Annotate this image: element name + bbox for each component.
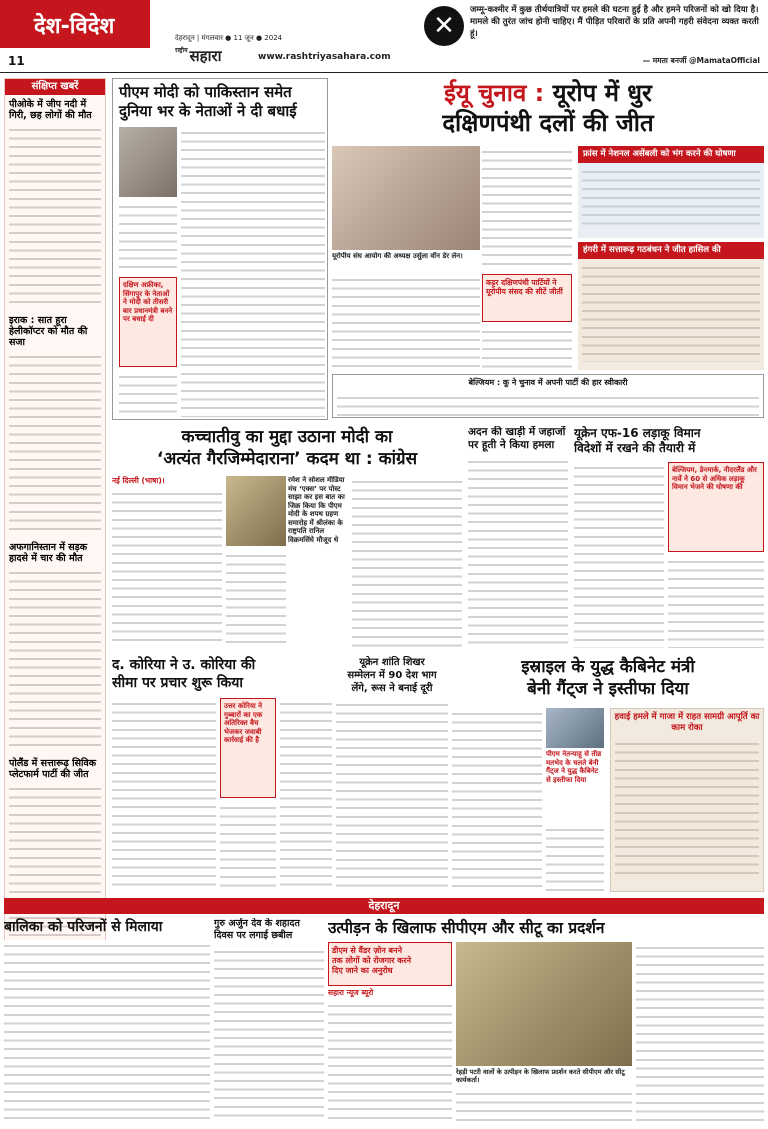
korea-callout: उत्तर कोरिया ने गुब्बारों का एक अतिरिक्त बैच भेजकर जवाबी कार्रवाई की है bbox=[220, 698, 276, 798]
katchatheevu-headline-2: ‘अत्यंत गैरजिम्मेदाराना’ कदम था : कांग्रेस bbox=[156, 449, 418, 469]
eu-headline-prefix: ईयू चुनाव : bbox=[444, 79, 545, 107]
korea-headline-1: द. कोरिया ने उ. कोरिया की bbox=[112, 657, 256, 673]
israel-callout: पीएम नेतन्याहू से तीव्र मतभेद के चलते बेनी गैंट्ज ने युद्ध कैबिनेट से इस्तीफा दिया bbox=[546, 750, 602, 784]
summit-headline-3: लेंगे, रूस ने बनाई दूरी bbox=[351, 683, 433, 694]
jairam-photo bbox=[226, 476, 286, 546]
brief-body-2 bbox=[9, 351, 101, 536]
aden-headline-2: पर हूती ने किया हमला bbox=[468, 439, 555, 451]
modi-headline-1: पीएम मोदी को पाकिस्तान समेत bbox=[119, 83, 292, 101]
ukraine-body bbox=[574, 462, 664, 648]
story-girl bbox=[4, 918, 210, 1126]
girl-headline: बालिका को परिजनों से मिलाया bbox=[4, 919, 163, 935]
cpm-photo-caption: रेहड़ी पटरी वालों के उत्पीड़न के खिलाफ प्रदर्शन करते सीपीएम और सीटू कार्यकर्ता। bbox=[456, 1068, 625, 1084]
story-korea bbox=[112, 656, 332, 894]
page-number: 11 bbox=[8, 54, 25, 68]
aden-headline-1: अदन की खाड़ी में जहाजों bbox=[468, 426, 566, 438]
ukraine-body-2 bbox=[668, 556, 764, 648]
section-title: देश-विदेश bbox=[0, 0, 150, 48]
eu-body-2 bbox=[482, 146, 572, 270]
story-summit bbox=[336, 656, 448, 894]
belgium-body bbox=[337, 392, 759, 416]
cpm-subhead-3: दिए जाने का अनुरोध bbox=[332, 966, 393, 975]
katchatheevu-headline-1: कच्चातीवु का मुद्दा उठाना मोदी का bbox=[181, 427, 393, 447]
eu-body-3 bbox=[482, 326, 572, 370]
hungary-story bbox=[578, 242, 764, 370]
korea-body-3 bbox=[280, 698, 332, 892]
modi-body bbox=[181, 127, 325, 417]
modi-headline-2: दुनिया भर के नेताओं ने दी बधाई bbox=[119, 102, 297, 120]
ukraine-headline-1: यूक्रेन एफ-16 लड़ाकू विमान bbox=[574, 426, 701, 440]
website-link[interactable]: www.rashtriyasahara.com bbox=[258, 52, 391, 62]
cpm-photo bbox=[456, 942, 632, 1066]
brief-title-1: पीओके में जीप नदी में गिरी, छह लोगों की मौत bbox=[9, 99, 92, 121]
brief-title-4: पोलैंड में सत्तारूढ़ सिविक प्लेटफार्म पार्टी की जीत bbox=[9, 758, 97, 780]
france-title: फ्रांस में नेशनल असेंबली को भंग करने की घोषणा bbox=[578, 146, 764, 163]
story-aden bbox=[468, 426, 568, 650]
cpm-body bbox=[328, 1000, 452, 1124]
eu-body bbox=[332, 274, 480, 370]
eu-headline-1 bbox=[332, 78, 764, 108]
brand-prefix: राष्ट्रीय bbox=[175, 47, 188, 54]
katchatheevu-byline: नई दिल्ली (भाषा)। bbox=[112, 476, 165, 485]
aden-body bbox=[468, 456, 568, 646]
summit-headline-1: यूक्रेन शांति शिखर bbox=[359, 657, 425, 668]
eu-headline-line1: यूरोप में धुर bbox=[552, 79, 652, 107]
brief-title-2: इराक : सात हूरा हेलीकॉप्टर को मौत की सजा bbox=[9, 315, 88, 348]
girl-body bbox=[4, 940, 210, 1122]
tweet-quote: जम्मू-कश्मीर में कुछ तीर्थयात्रियों पर हमले की घटना हुई है और हमने परिजनों को खो दिया है। मामले की तुरंत जांच होनी चाहिए। मैं पीड़ित परिवारों के प्रति अपनी गहरी संवेदना व्यक्त करती हूं। bbox=[470, 5, 759, 39]
gaza-body bbox=[615, 738, 759, 878]
cpm-headline: उत्पीड़न के खिलाफ सीपीएम और सीटू का प्रदर्शन bbox=[328, 919, 605, 937]
france-story bbox=[578, 146, 764, 238]
korea-headline-2: सीमा पर प्रचार शुरू किया bbox=[112, 675, 243, 691]
story-guru bbox=[214, 918, 324, 1126]
cpm-body-3 bbox=[636, 942, 764, 1124]
story-katchatheevu bbox=[112, 426, 462, 650]
eu-photo bbox=[332, 146, 480, 250]
katchatheevu-body bbox=[112, 488, 222, 648]
katchatheevu-body-2 bbox=[226, 550, 286, 648]
guru-headline-2: दिवस पर लगाई छबील bbox=[214, 930, 293, 941]
belgium-title: बेल्जियम : कू ने चुनाव में अपनी पार्टी की हार स्वीकारी bbox=[333, 375, 763, 390]
modi-body-left bbox=[119, 201, 177, 271]
gaza-box bbox=[610, 708, 764, 892]
cpm-subhead bbox=[328, 942, 452, 986]
dateline: देहरादून | मंगलवार ● 11 जून ● 2024 bbox=[175, 34, 283, 42]
modi-body-left-2 bbox=[119, 371, 177, 417]
belgium-story bbox=[332, 374, 764, 418]
eu-headline-2: दक्षिणपंथी दलों की जीत bbox=[442, 109, 654, 137]
france-body bbox=[582, 166, 760, 230]
modi-callout: दक्षिण अफ्रीका, सिंगापुर के नेताओं ने मोदी को तीसरी बार प्रधानमंत्री बनने पर बधाई दी bbox=[119, 277, 177, 367]
story-israel bbox=[452, 656, 764, 894]
katchatheevu-callout: रमेश ने सोशल मीडिया मंच ‘एक्स’ पर पोस्ट साझा कर इस बात का जिक्र किया कि पीएम मोदी के शपथ ग्रहण समारोह में श्रीलंका के राष्ट्रपति रानिल विक्रमसिंघे मौजूद थे bbox=[288, 476, 345, 544]
eu-callout: कट्टर दक्षिणपंथी पार्टियों ने यूरोपीय संसद की सीटें जीतीं bbox=[482, 274, 572, 322]
summit-body bbox=[336, 699, 448, 889]
cpm-body-2 bbox=[456, 1088, 632, 1124]
gantz-photo bbox=[546, 708, 604, 748]
cpm-subhead-2: तक लोगों को रोजगार करने bbox=[332, 956, 412, 965]
katchatheevu-body-3 bbox=[352, 476, 462, 648]
story-ukraine bbox=[574, 426, 764, 650]
hungary-title: हंगरी में सत्तारूढ़ गठबंधन ने जीत हासिल की bbox=[578, 242, 764, 259]
korea-body-2 bbox=[220, 802, 276, 892]
hungary-body bbox=[582, 262, 760, 362]
x-logo-icon: ✕ bbox=[424, 6, 464, 46]
gaza-title: हवाई हमले में गाजा में राहत सामग्री आपूर्ति का काम रोका bbox=[614, 712, 760, 733]
summit-headline-2: सम्मेलन में 90 देश भाग bbox=[347, 670, 437, 681]
story-cpm bbox=[328, 918, 764, 1126]
modi-photo bbox=[119, 127, 177, 197]
tweet-author: — ममता बनर्जी @MamataOfficial bbox=[642, 56, 760, 65]
guru-headline-1: गुरु अर्जुन देव के शहादत bbox=[214, 918, 300, 929]
guru-body bbox=[214, 946, 324, 1122]
dehradun-banner: देहरादून bbox=[4, 898, 764, 914]
cpm-byline: सहारा न्यूज ब्यूरो bbox=[328, 988, 374, 997]
brand-logo bbox=[175, 46, 255, 68]
briefs-header: संक्षिप्त खबरें bbox=[5, 79, 105, 95]
cpm-subhead-1: डीएम से वैंडर ज़ोन बनने bbox=[332, 946, 403, 955]
brief-body-3 bbox=[9, 567, 101, 752]
korea-body bbox=[112, 698, 216, 892]
israel-headline-1: इस्राइल के युद्ध कैबिनेट मंत्री bbox=[521, 657, 695, 677]
brand-name: सहारा bbox=[189, 47, 222, 65]
ukraine-callout: बेल्जियम, डेनमार्क, नीदरलैंड और नार्वे ने 60 से अधिक लड़ाकू विमान भेजने की घोषणा की bbox=[668, 462, 764, 552]
eu-photo-caption: यूरोपीय संघ आयोग की अध्यक्ष उर्सुला वॉन डेर लेन। bbox=[332, 252, 463, 260]
story-modi bbox=[112, 78, 328, 420]
ukraine-headline-2: विदेशों में रखने की तैयारी में bbox=[574, 441, 696, 455]
brief-title-3: अफगानिस्तान में सड़क हादसे में चार की मौत bbox=[9, 542, 88, 564]
israel-body bbox=[452, 708, 542, 892]
israel-body-2 bbox=[546, 824, 604, 892]
masthead-rule bbox=[0, 72, 768, 73]
israel-headline-2: बेनी गैंट्ज ने इस्तीफा दिया bbox=[527, 679, 689, 699]
story-eu bbox=[332, 78, 764, 418]
brief-body-1 bbox=[9, 124, 101, 309]
